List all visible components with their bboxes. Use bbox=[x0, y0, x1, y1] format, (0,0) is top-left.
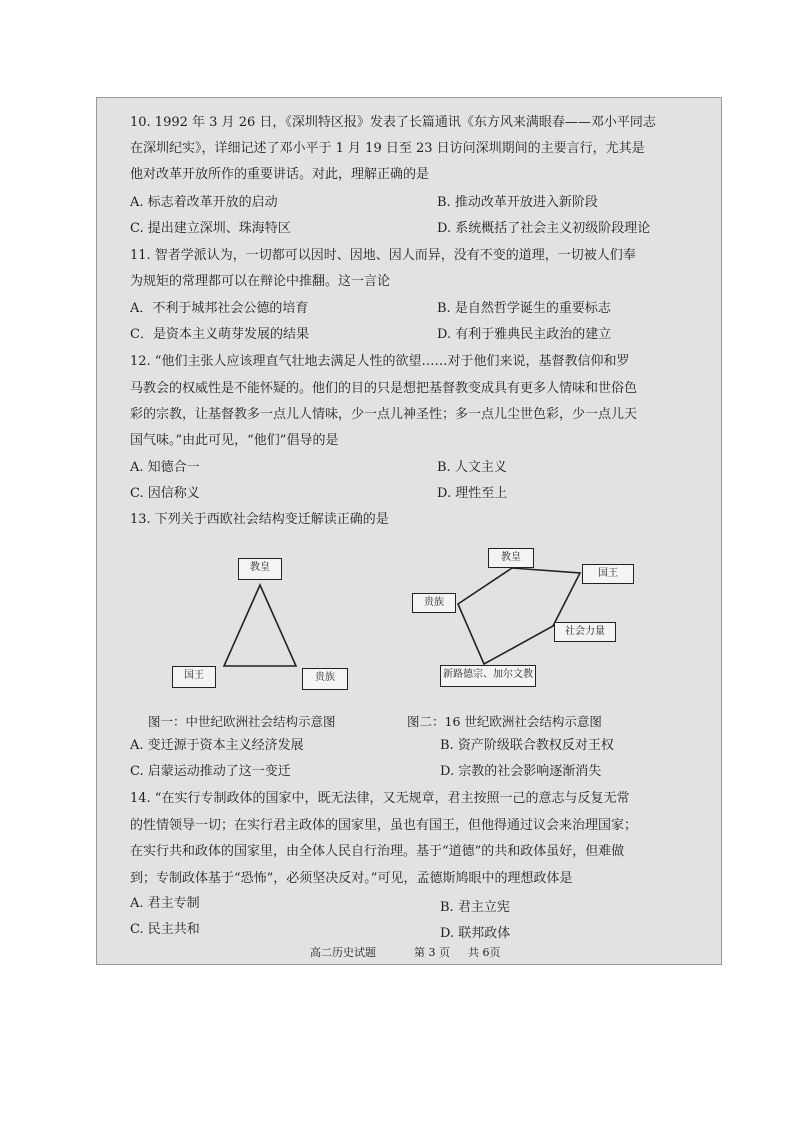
q10-stem-line-3: 他对改革开放所作的重要讲话。对此，理解正确的是 bbox=[130, 167, 430, 182]
figure-2-caption: 图二：16 世纪欧洲社会结构示意图 bbox=[407, 714, 602, 729]
q11-option-a: A．不利于城邦社会公德的培育 bbox=[130, 301, 309, 316]
q12-option-d: D. 理性至上 bbox=[437, 486, 508, 501]
q13-option-b: B. 资产阶级联合教权反对王权 bbox=[440, 738, 614, 753]
footer-subject: 高二历史试题 bbox=[310, 946, 376, 959]
q14-option-a: A. 君主专制 bbox=[130, 896, 200, 911]
q14-option-d: D. 联邦政体 bbox=[440, 926, 511, 941]
footer-page-number: 第 3 页 bbox=[414, 946, 450, 959]
q12-option-b: B. 人文主义 bbox=[437, 460, 507, 475]
figure-1-node-king: 国王 bbox=[172, 666, 216, 688]
q12-option-a: A. 知德合一 bbox=[130, 460, 200, 475]
q11-stem-line-2: 为规矩的常理都可以在辩论中推翻。这一言论 bbox=[130, 274, 391, 289]
q11-option-d: D. 有利于雅典民主政治的建立 bbox=[437, 327, 612, 342]
q13-stem: 13. 下列关于西欧社会结构变迁解读正确的是 bbox=[130, 512, 389, 527]
q13-option-a: A. 变迁源于资本主义经济发展 bbox=[130, 738, 304, 753]
figure-1-node-nobility: 贵族 bbox=[302, 668, 348, 690]
q12-option-c: C. 因信称义 bbox=[130, 486, 200, 501]
q12-stem-line-1: 12. “他们主张人应该理直气壮地去满足人性的欲望……对于他们来说，基督教信仰和罗 bbox=[130, 354, 630, 369]
footer-total-pages: 共 6页 bbox=[468, 946, 501, 959]
figure-1-caption: 图一：中世纪欧洲社会结构示意图 bbox=[148, 714, 336, 729]
figure-2-node-social-forces: 社会力量 bbox=[554, 622, 616, 642]
q10-stem-line-2: 在深圳纪实》，详细记述了邓小平于 1 月 19 日至 23 日访问深圳期间的主要言行，尤其是 bbox=[130, 141, 645, 156]
q14-stem-line-2: 的性情领导一切；在实行君主政体的国家里，虽也有国王，但他得通过议会来治理国家； bbox=[130, 818, 638, 833]
q14-stem-line-1: 14. “在实行专制政体的国家中，既无法律，又无规章，君主按照一己的意志与反复无常 bbox=[130, 791, 630, 806]
q12-stem-line-2: 马教会的权威性是不能怀疑的。他们的目的只是想把基督教变成具有更多人情味和世俗色 bbox=[130, 381, 638, 396]
q14-stem-line-3: 在实行共和政体的国家里，由全体人民自行治理。基于“道德”的共和政体虽好，但难做 bbox=[130, 844, 625, 859]
q14-option-b: B. 君主立宪 bbox=[440, 900, 510, 915]
q12-stem-line-4: 国气味。”由此可见，“他们”倡导的是 bbox=[130, 433, 339, 448]
q14-option-c: C. 民主共和 bbox=[130, 922, 200, 937]
q11-stem-line-1: 11. 智者学派认为，一切都可以因时、因地、因人而异，没有不变的道理，一切被人们奉 bbox=[130, 248, 636, 263]
figure-2-node-nobility: 贵族 bbox=[412, 593, 456, 613]
q13-option-c: C. 启蒙运动推动了这一变迁 bbox=[130, 764, 291, 779]
q12-stem-line-3: 彩的宗教，让基督教多一点儿人情味，少一点儿神圣性；多一点儿尘世色彩，少一点儿天 bbox=[130, 407, 638, 422]
q14-stem-line-4: 到；专制政体基于“恐怖”，必须坚决反对。”可见，孟德斯鸠眼中的理想政体是 bbox=[130, 871, 573, 886]
q10-option-a: A. 标志着改革开放的启动 bbox=[130, 195, 278, 210]
figure-1-node-pope: 教皇 bbox=[238, 558, 282, 580]
q13-option-d: D. 宗教的社会影响逐渐消失 bbox=[440, 764, 602, 779]
q10-option-b: B. 推动改革开放进入新阶段 bbox=[437, 195, 598, 210]
figure-2-node-new-lutheran-calvinist: 新路德宗、加尔文教 bbox=[440, 665, 536, 687]
q11-option-b: B. 是自然哲学诞生的重要标志 bbox=[437, 301, 611, 316]
q11-option-c: C．是资本主义萌芽发展的结果 bbox=[130, 327, 309, 342]
figure-2-node-king: 国王 bbox=[582, 564, 634, 584]
q10-option-d: D. 系统概括了社会主义初级阶段理论 bbox=[437, 221, 651, 236]
q10-stem-line-1: 10. 1992 年 3 月 26 日，《深圳特区报》发表了长篇通讯《东方风来满眼春——邓小平同志 bbox=[130, 115, 656, 130]
figure-2-node-pope: 教皇 bbox=[488, 548, 534, 568]
q10-option-c: C. 提出建立深圳、珠海特区 bbox=[130, 221, 291, 236]
